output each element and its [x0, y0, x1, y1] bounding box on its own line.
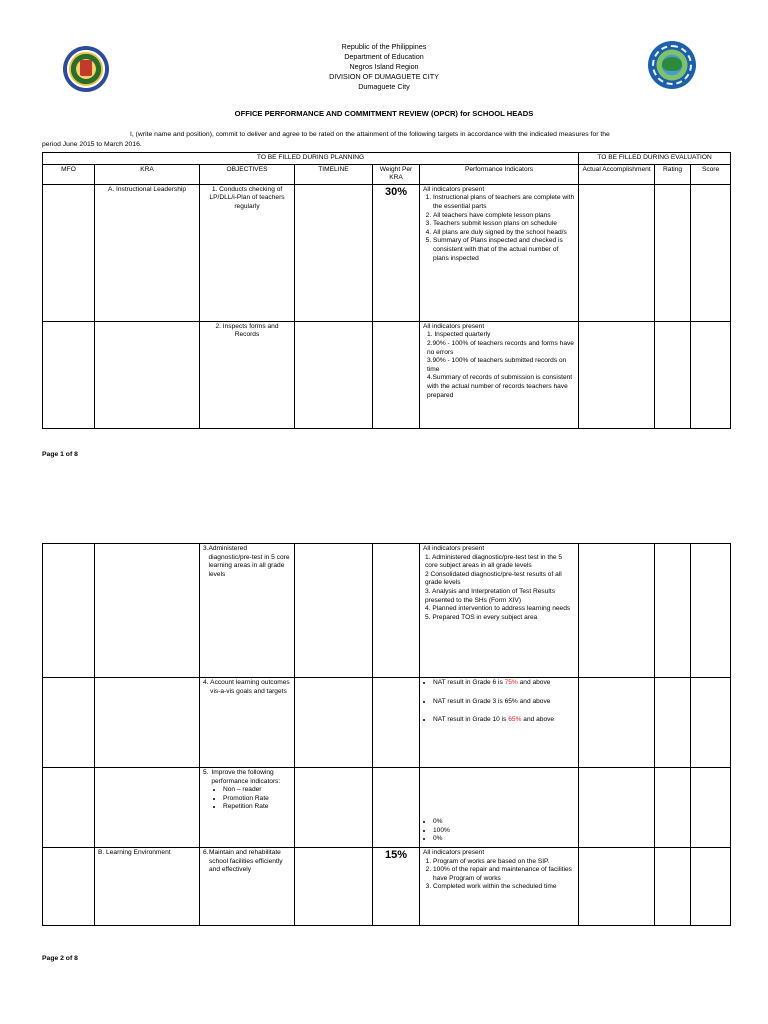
indicator-item: 2. All teachers have complete lesson plans [433, 212, 575, 221]
header-line-5: Dumaguete City [358, 82, 410, 91]
indicator-item: 3. Completed work within the scheduled time [433, 883, 575, 892]
header-line-1: Republic of the Philippines [341, 42, 427, 51]
table-row [43, 544, 731, 678]
table-row [43, 321, 731, 428]
sub-indicator-item: • Repetition Rate [223, 803, 291, 812]
indicators-cell [420, 544, 579, 678]
indicator-item: 2 Consolidated diagnostic/pre-test results of all grade levels [425, 570, 562, 587]
indicator-item: 1. Inspected quarterly [427, 331, 491, 339]
kra-cell: A. Instructional Leadership [95, 184, 200, 321]
col-header-objectives: OBJECTIVES [200, 164, 295, 184]
table-row [43, 848, 731, 926]
evaluation-group-header: TO BE FILLED DURING EVALUATION [579, 153, 731, 165]
col-header-kra: KRA [95, 164, 200, 184]
header-line-2: Department of Education [344, 52, 424, 61]
indicators-cell [420, 184, 579, 321]
commitment-line-2: period June 2015 to March 2016. [42, 141, 142, 148]
indicators-cell [420, 768, 579, 848]
col-header-weight: Weight Per KRA [373, 164, 420, 184]
target-value: • 0% [433, 818, 575, 827]
col-header-score: Score [691, 164, 731, 184]
column-header-row [43, 164, 731, 184]
col-header-rating: Rating [655, 164, 691, 184]
indicator-item: 3.90% - 100% of teachers submitted records on time [427, 357, 567, 373]
target-value: • 100% [433, 827, 575, 836]
objective-cell: 5. Improve the following performance indicators: • Non – reader • Promotion Rate • Repetition Rate [200, 768, 295, 848]
nat-grade10-indicator: • NAT result in Grade 10 is 65% and above [433, 716, 575, 725]
indicators-heading: All indicators present [423, 849, 485, 856]
nat-grade6-indicator: • NAT result in Grade 6 is 75% and above [433, 679, 575, 688]
objective-cell: 2. Inspects forms and Records [200, 321, 295, 428]
weight-cell: 15% [373, 848, 420, 926]
target-value: • 0% [433, 835, 575, 844]
document-title: OFFICE PERFORMANCE AND COMMITMENT REVIEW (OPCR) for SCHOOL HEADS [234, 109, 534, 118]
indicator-item: 3. Analysis and Interpretation of Test Results presented to the SHs (Form XIV) [425, 587, 555, 604]
col-header-indicators: Performance Indicators [420, 164, 579, 184]
page-number-2: Page 2 of 8 [42, 955, 78, 962]
table-row [43, 184, 731, 321]
sub-indicator-item: • Promotion Rate [223, 795, 291, 804]
indicator-item: 1. Administered diagnostic/pre-test test in the 5 core subject areas in all grade levels [425, 553, 563, 570]
weight-cell: 30% [373, 184, 420, 321]
indicator-item: 1. Instructional plans of teachers are complete with the essential parts [433, 194, 575, 211]
commitment-statement [42, 130, 730, 150]
table-row [43, 768, 731, 848]
indicators-heading: All indicators present [423, 545, 485, 552]
col-header-mfo: MFO [43, 164, 95, 184]
col-header-actual: Actual Accomplishment [579, 164, 655, 184]
commitment-line-1: I, (write name and position), commit to deliver and agree to be rated on the attainment of the following targets in accordance with the indicated measures for the [130, 131, 610, 138]
indicator-item: 1. Program of works are based on the SIP. [433, 858, 575, 867]
indicator-item: 5. Summary of Plans inspected and checked is consistent with that of the actual number of plans inspected [433, 237, 575, 263]
header-line-4: DIVISION OF DUMAGUETE CITY [329, 72, 439, 81]
indicators-cell [420, 848, 579, 926]
objective-cell: 6. Maintain and rehabilitate school facilities efficiently and effectively [200, 848, 295, 926]
indicators-heading: All indicators present [423, 322, 485, 330]
objective-cell: 1. Conducts checking of LP/DLL/i-Plan of teachers regularly [200, 184, 295, 321]
nat-grade3-indicator: • NAT result in Grade 3 is 65% and above [433, 698, 575, 707]
indicator-item: 5. Prepared TOS in every subject area [425, 613, 538, 621]
indicator-item: 3. Teachers submit lesson plans on schedule [433, 220, 575, 229]
indicators-cell [420, 678, 579, 768]
objective-cell: 4. Account learning outcomes vis-a-vis goals and targets [200, 678, 295, 768]
sub-indicator-item: • Non – reader [223, 786, 291, 795]
indicators-heading: All indicators present [423, 185, 485, 193]
indicator-item: 4. All plans are duly signed by the school head/s [433, 229, 575, 238]
indicator-item: 2.90% - 100% of teachers records and forms have no errors [427, 339, 574, 356]
header-line-3: Negros Island Region [349, 62, 419, 71]
indicator-item: 2. 100% of the repair and maintenance of facilities have Program of works [433, 866, 575, 883]
objective-cell: 3. Administered diagnostic/pre-test in 5 core learning areas in all grade levels [200, 544, 295, 678]
opcr-table-page-2 [42, 543, 731, 926]
indicator-item: 4.Summary of records of submission is consistent with the actual number of records teachers have prepared [427, 374, 573, 399]
indicator-item: 4. Planned intervention to address learning needs [425, 605, 571, 613]
page-number-1: Page 1 of 8 [42, 451, 78, 458]
table-row [43, 678, 731, 768]
indicators-cell [420, 321, 579, 428]
opcr-table-page-1 [42, 152, 731, 429]
planning-group-header: TO BE FILLED DURING PLANNING [43, 153, 579, 165]
col-header-timeline: TIMELINE [295, 164, 373, 184]
kra-cell: B. Learning Environment [95, 848, 200, 926]
